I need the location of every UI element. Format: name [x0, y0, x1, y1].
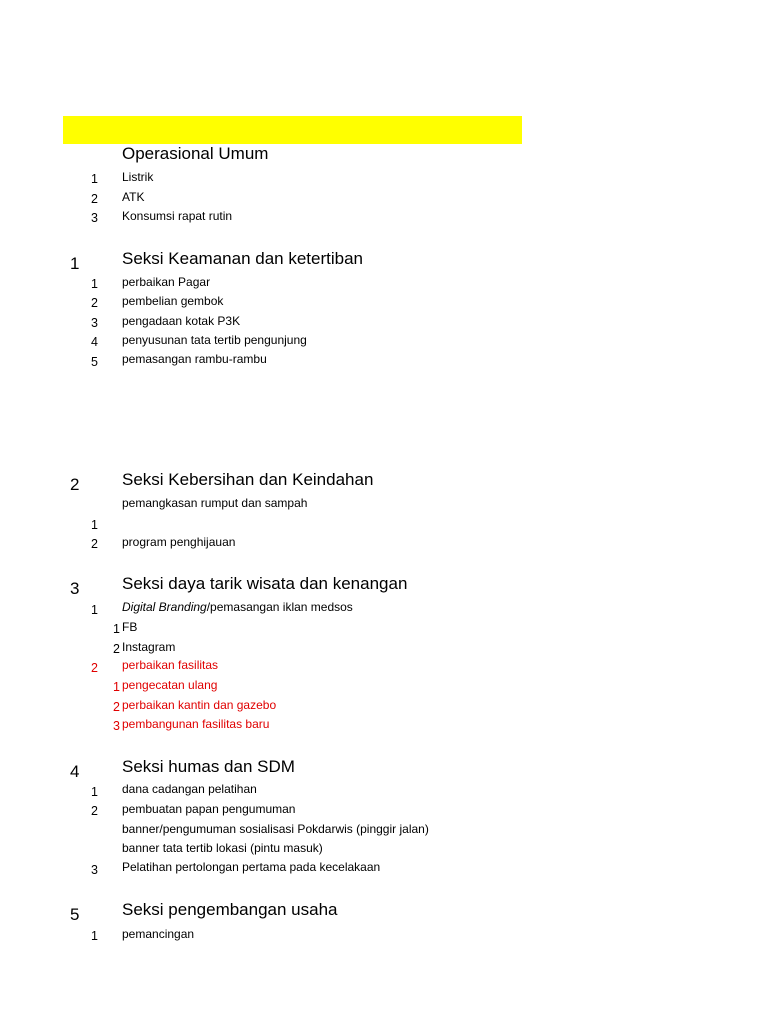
- list-item: pembelian gembok: [122, 294, 224, 308]
- sub-item-number: 2: [113, 700, 120, 714]
- list-item: penyusunan tata tertib pengunjung: [122, 333, 307, 347]
- list-item: program penghijauan: [122, 535, 236, 549]
- section-heading-operasional: Operasional Umum: [122, 144, 269, 163]
- section-number: 2: [70, 475, 80, 494]
- sub-item-number: 1: [113, 622, 120, 636]
- item-number: 2: [91, 296, 98, 310]
- sub-list-item: pengecatan ulang: [122, 678, 218, 692]
- sub-list-item: Instagram: [122, 640, 176, 654]
- item-number: 1: [91, 172, 98, 186]
- section-heading-usaha: Seksi pengembangan usaha: [122, 900, 338, 919]
- item-number: 1: [91, 518, 98, 532]
- sub-item-number: 3: [113, 719, 120, 733]
- list-item: ATK: [122, 190, 145, 204]
- section-heading-humas: Seksi humas dan SDM: [122, 757, 295, 776]
- item-number: 3: [91, 316, 98, 330]
- list-item: Konsumsi rapat rutin: [122, 209, 233, 223]
- item-number: 1: [91, 277, 98, 291]
- italic-term: Digital Branding: [122, 600, 207, 614]
- list-item: banner tata tertib lokasi (pintu masuk): [122, 841, 323, 855]
- section-number: 3: [70, 579, 80, 598]
- section-heading-kebersihan: Seksi Kebersihan dan Keindahan: [122, 470, 374, 489]
- item-number: 4: [91, 335, 98, 349]
- item-text: /pemasangan iklan medsos: [206, 600, 353, 614]
- item-number: 2: [91, 661, 98, 675]
- list-item: Listrik: [122, 170, 154, 184]
- section-number: 4: [70, 762, 80, 781]
- sub-list-item: pembangunan fasilitas baru: [122, 717, 270, 731]
- section-number: 5: [70, 905, 80, 924]
- list-item: perbaikan Pagar: [122, 275, 211, 289]
- list-item: pembuatan papan pengumuman: [122, 802, 296, 816]
- list-item: dana cadangan pelatihan: [122, 782, 257, 796]
- item-number: 1: [91, 785, 98, 799]
- sub-list-item: perbaikan kantin dan gazebo: [122, 698, 277, 712]
- sub-item-number: 1: [113, 680, 120, 694]
- item-number: 1: [91, 929, 98, 943]
- item-number: 2: [91, 804, 98, 818]
- list-item: pemancingan: [122, 927, 195, 941]
- item-number: 2: [91, 537, 98, 551]
- list-item: pemasangan rambu-rambu: [122, 352, 267, 366]
- item-number: 3: [91, 863, 98, 877]
- highlight-bar: [63, 116, 522, 144]
- section-number: 1: [70, 254, 80, 273]
- sub-list-item: FB: [122, 620, 138, 634]
- list-item: pengadaan kotak P3K: [122, 314, 241, 328]
- list-item: Pelatihan pertolongan pertama pada kecelakaan: [122, 860, 381, 874]
- item-number: 3: [91, 211, 98, 225]
- list-item: perbaikan fasilitas: [122, 658, 219, 672]
- item-number: 1: [91, 603, 98, 617]
- list-item: [122, 601, 353, 613]
- sub-item-number: 2: [113, 642, 120, 656]
- list-item: banner/pengumuman sosialisasi Pokdarwis (pinggir jalan): [122, 822, 429, 836]
- section-heading-dayatarik: Seksi daya tarik wisata dan kenangan: [122, 574, 408, 593]
- item-number: 5: [91, 355, 98, 369]
- section-heading-keamanan: Seksi Keamanan dan ketertiban: [122, 249, 363, 268]
- item-number: 2: [91, 192, 98, 206]
- list-item: pemangkasan rumput dan sampah: [122, 496, 308, 510]
